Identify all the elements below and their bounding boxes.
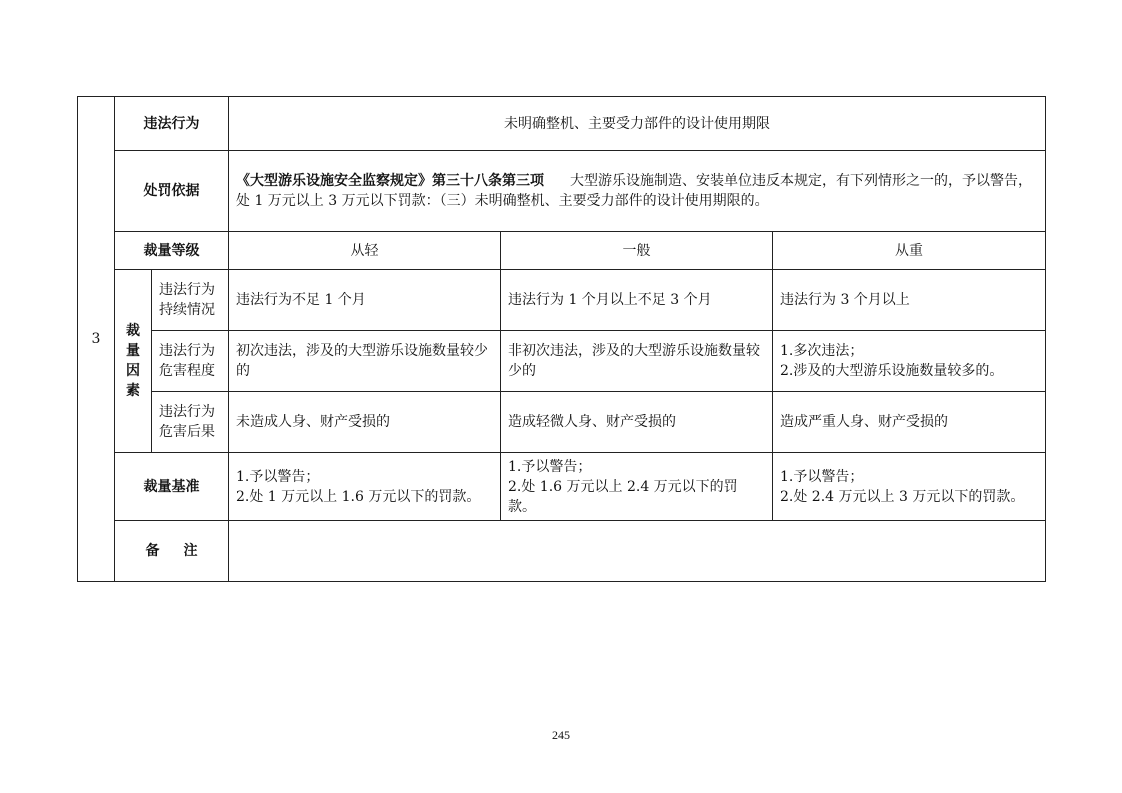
remarks-value bbox=[229, 521, 1046, 582]
grade-heavy: 从重 bbox=[773, 232, 1046, 270]
basis-content bbox=[229, 151, 1046, 232]
standard-light: 1.予以警告； 2.处 1 万元以上 1.6 万元以下的罚款。 bbox=[229, 453, 501, 521]
factor-duration-normal: 违法行为 1 个月以上不足 3 个月 bbox=[501, 270, 773, 331]
factor-name-duration: 违法行为 持续情况 bbox=[152, 270, 229, 331]
violation-row bbox=[78, 97, 1046, 151]
basis-text: 大型游乐设施制造、安装单位违反本规定，有下列情形之一的，予以警告，处 1 万元以上 3 万元以下罚款：（三）未明确整机、主要受力部件的设计使用期限的。 bbox=[236, 173, 1032, 209]
grade-light: 从轻 bbox=[229, 232, 501, 270]
factor-consequence-heavy: 造成严重人身、财产受损的 bbox=[773, 392, 1046, 453]
basis-row bbox=[78, 151, 1046, 232]
factor-row-consequence bbox=[78, 392, 1046, 453]
standard-label: 裁量基准 bbox=[115, 453, 229, 521]
basis-regulation-reference: 《大型游乐设施安全监察规定》第三十八条第三项 bbox=[236, 173, 544, 189]
factor-row-duration bbox=[78, 270, 1046, 331]
factor-row-severity bbox=[78, 331, 1046, 392]
page-number: 245 bbox=[552, 728, 570, 742]
standard-normal: 1.予以警告； 2.处 1.6 万元以上 2.4 万元以下的罚款。 bbox=[501, 453, 773, 521]
factor-consequence-light: 未造成人身、财产受损的 bbox=[229, 392, 501, 453]
remarks-label: 备 注 bbox=[115, 521, 229, 582]
factor-duration-light: 违法行为不足 1 个月 bbox=[229, 270, 501, 331]
factor-name-severity: 违法行为 危害程度 bbox=[152, 331, 229, 392]
penalty-discretion-table bbox=[77, 96, 1046, 582]
grade-label: 裁量等级 bbox=[115, 232, 229, 270]
remarks-row bbox=[78, 521, 1046, 582]
factor-severity-light: 初次违法，涉及的大型游乐设施数量较少的 bbox=[229, 331, 501, 392]
factor-severity-normal: 非初次违法，涉及的大型游乐设施数量较少的 bbox=[501, 331, 773, 392]
basis-label: 处罚依据 bbox=[115, 151, 229, 232]
factor-name-consequence: 违法行为 危害后果 bbox=[152, 392, 229, 453]
standard-heavy: 1.予以警告； 2.处 2.4 万元以上 3 万元以下的罚款。 bbox=[773, 453, 1046, 521]
grade-row bbox=[78, 232, 1046, 270]
factor-consequence-normal: 造成轻微人身、财产受损的 bbox=[501, 392, 773, 453]
violation-value: 未明确整机、主要受力部件的设计使用期限 bbox=[229, 97, 1046, 151]
grade-normal: 一般 bbox=[501, 232, 773, 270]
factor-severity-heavy: 1.多次违法； 2.涉及的大型游乐设施数量较多的。 bbox=[773, 331, 1046, 392]
row-number: 3 bbox=[78, 97, 115, 582]
standard-row bbox=[78, 453, 1046, 521]
factor-duration-heavy: 违法行为 3 个月以上 bbox=[773, 270, 1046, 331]
violation-label: 违法行为 bbox=[115, 97, 229, 151]
factors-title: 裁 量 因 素 bbox=[115, 270, 152, 453]
